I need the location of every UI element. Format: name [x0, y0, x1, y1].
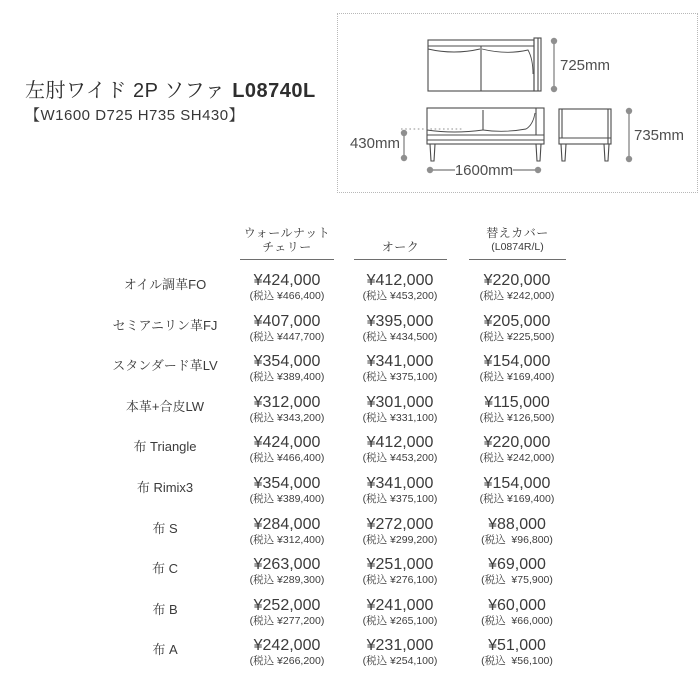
price-value: ¥412,000	[366, 434, 434, 452]
price-cell-oak	[338, 394, 462, 424]
tax-included-price: (税込 ¥447,700)	[249, 330, 325, 343]
price-cell-walnut-cherry	[225, 556, 349, 586]
tax-included-price: (税込 ¥265,100)	[362, 614, 438, 627]
price-cell-oak	[338, 516, 462, 546]
material-label: 布 S	[152, 520, 178, 536]
tax-included-price: (税込 ¥453,200)	[362, 452, 438, 465]
column-header-line1: ウォールナット	[243, 226, 331, 240]
material-label: 布 B	[152, 601, 178, 617]
material-label: オイル調革FO	[123, 277, 207, 292]
column-header-line1: オーク	[381, 239, 420, 254]
column-header-line2: チェリー	[262, 239, 312, 254]
price-value: ¥115,000	[484, 393, 550, 411]
height-dimension-label: 735mm	[634, 127, 685, 144]
price-value: ¥424,000	[253, 434, 321, 452]
tax-included-price: (税込 ¥266,200)	[249, 655, 325, 668]
price-cell-replacement-cover	[455, 597, 579, 627]
material-label: セミアニリン革FJ	[112, 317, 218, 333]
price-value: ¥220,000	[483, 434, 551, 452]
price-value: ¥272,000	[366, 515, 434, 533]
page-title	[25, 80, 316, 102]
model-number: L08740L	[232, 80, 316, 102]
tax-included-price: (税込 ¥242,000)	[479, 290, 555, 302]
tax-included-price: (税込 ¥343,200)	[249, 411, 325, 424]
title-block	[25, 80, 316, 124]
tax-included-price: (税込 ¥389,400)	[249, 371, 325, 384]
price-cell-replacement-cover	[455, 556, 579, 586]
tax-included-price: (税込 ¥375,100)	[362, 492, 438, 505]
price-value: ¥263,000	[253, 556, 321, 574]
price-cell-walnut-cherry	[225, 272, 349, 302]
seat-height-dimension-label: 430mm	[349, 135, 400, 152]
price-value: ¥424,000	[253, 272, 321, 289]
price-cell-replacement-cover	[455, 272, 579, 302]
price-cell-oak	[338, 353, 462, 383]
price-cell-replacement-cover	[455, 475, 579, 505]
price-value: ¥284,000	[253, 515, 321, 533]
column-header-oak	[354, 220, 447, 260]
price-value: ¥341,000	[366, 353, 434, 371]
price-value: ¥354,000	[253, 474, 321, 492]
price-value: ¥154,000	[483, 353, 551, 371]
tax-included-price: (税込 ¥453,200)	[362, 290, 438, 302]
price-cell-oak	[338, 475, 462, 505]
tax-included-price: (税込 ¥466,400)	[249, 290, 325, 302]
price-value: ¥252,000	[253, 596, 321, 614]
price-value: ¥205,000	[483, 312, 551, 330]
price-cell-walnut-cherry	[225, 516, 349, 546]
price-table-body	[0, 263, 700, 669]
column-header-walnut-cherry	[240, 220, 334, 260]
price-cell-walnut-cherry	[225, 434, 349, 464]
tax-included-price: (税込 ¥312,400)	[249, 533, 325, 546]
price-value: ¥354,000	[253, 353, 321, 371]
tax-included-price: (税込 ¥225,500)	[479, 330, 555, 343]
column-header-line1: 替えカバー	[486, 226, 549, 240]
price-cell-oak	[338, 556, 462, 586]
sofa-front-view	[427, 108, 544, 161]
price-cell-replacement-cover	[455, 434, 579, 464]
tax-included-price: (税込 ¥375,100)	[362, 371, 438, 384]
tax-included-price: (税込 ¥299,200)	[362, 533, 438, 546]
tax-included-price: (税込 ¥389,400)	[249, 492, 325, 505]
table-row	[0, 304, 700, 345]
tax-included-price: (税込 ¥75,900)	[481, 574, 553, 587]
tax-included-price: (税込 ¥169,400)	[479, 492, 555, 505]
sofa-side-view	[559, 109, 611, 161]
dimension-labels	[350, 57, 684, 179]
price-value: ¥407,000	[253, 312, 321, 330]
tax-included-price: (税込 ¥434,500)	[362, 330, 438, 343]
price-cell-replacement-cover	[455, 516, 579, 546]
price-value: ¥69,000	[488, 556, 546, 574]
size-spec: 【W1600 D725 H735 SH430】	[25, 107, 245, 124]
tax-included-price: (税込 ¥56,100)	[481, 655, 553, 668]
price-cell-walnut-cherry	[225, 313, 349, 343]
material-label: 本革+合皮LW	[125, 398, 205, 414]
price-value: ¥242,000	[253, 637, 321, 655]
sofa-top-view	[428, 38, 541, 91]
column-header-replacement-cover	[469, 220, 566, 260]
material-label: 布 Rimix3	[136, 479, 194, 495]
price-cell-oak	[338, 637, 462, 667]
tax-included-price: (税込 ¥289,300)	[249, 574, 325, 587]
price-cell-oak	[338, 313, 462, 343]
price-cell-walnut-cherry	[225, 637, 349, 667]
price-value: ¥395,000	[366, 312, 434, 330]
price-value: ¥251,000	[366, 556, 434, 574]
price-cell-oak	[338, 272, 462, 302]
price-value: ¥312,000	[253, 393, 321, 411]
price-value: ¥220,000	[483, 272, 551, 289]
tax-included-price: (税込 ¥126,500)	[479, 411, 555, 424]
price-cell-oak	[338, 597, 462, 627]
column-header-line2: (L0874R/L)	[491, 240, 544, 253]
tax-included-price: (税込 ¥466,400)	[249, 452, 325, 465]
table-row	[0, 344, 700, 385]
price-value: ¥412,000	[366, 272, 434, 289]
material-label: 布 C	[151, 561, 178, 577]
table-row	[0, 547, 700, 588]
price-value: ¥241,000	[366, 596, 434, 614]
width-dimension-label: 1600mm	[454, 162, 514, 179]
tax-included-price: (税込 ¥96,800)	[481, 533, 553, 546]
price-cell-oak	[338, 434, 462, 464]
material-label: 布 A	[152, 642, 178, 658]
price-cell-walnut-cherry	[225, 475, 349, 505]
price-cell-walnut-cherry	[225, 353, 349, 383]
table-row	[0, 425, 700, 466]
price-cell-replacement-cover	[455, 313, 579, 343]
table-row	[0, 385, 700, 426]
price-cell-replacement-cover	[455, 394, 579, 424]
depth-dimension-label: 725mm	[560, 57, 611, 74]
tax-included-price: (税込 ¥277,200)	[249, 614, 325, 627]
dimension-diagram-box	[337, 13, 698, 193]
table-row	[0, 628, 700, 669]
price-value: ¥231,000	[366, 637, 434, 655]
price-cell-replacement-cover	[455, 637, 579, 667]
table-row	[0, 263, 700, 304]
table-row	[0, 588, 700, 629]
material-label: スタンダード革LV	[112, 358, 218, 374]
tax-included-price: (税込 ¥242,000)	[479, 452, 555, 465]
price-value: ¥301,000	[366, 393, 434, 411]
price-value: ¥341,000	[366, 474, 434, 492]
price-value: ¥154,000	[483, 474, 551, 492]
price-cell-replacement-cover	[455, 353, 579, 383]
table-row	[0, 507, 700, 548]
tax-included-price: (税込 ¥66,000)	[481, 614, 553, 627]
material-label: 布 Triangle	[133, 439, 197, 455]
tax-included-price: (税込 ¥169,400)	[479, 371, 555, 384]
table-row	[0, 466, 700, 507]
tax-included-price: (税込 ¥276,100)	[362, 574, 438, 587]
tax-included-price: (税込 ¥254,100)	[362, 655, 438, 668]
price-value: ¥51,000	[488, 637, 546, 655]
price-value: ¥60,000	[488, 596, 546, 614]
price-cell-walnut-cherry	[225, 394, 349, 424]
price-cell-walnut-cherry	[225, 597, 349, 627]
price-value: ¥88,000	[488, 515, 546, 533]
product-name: 左肘ワイド 2P ソファ	[25, 80, 226, 102]
sofa-dimension-drawing	[338, 14, 697, 192]
tax-included-price: (税込 ¥331,100)	[362, 411, 438, 424]
